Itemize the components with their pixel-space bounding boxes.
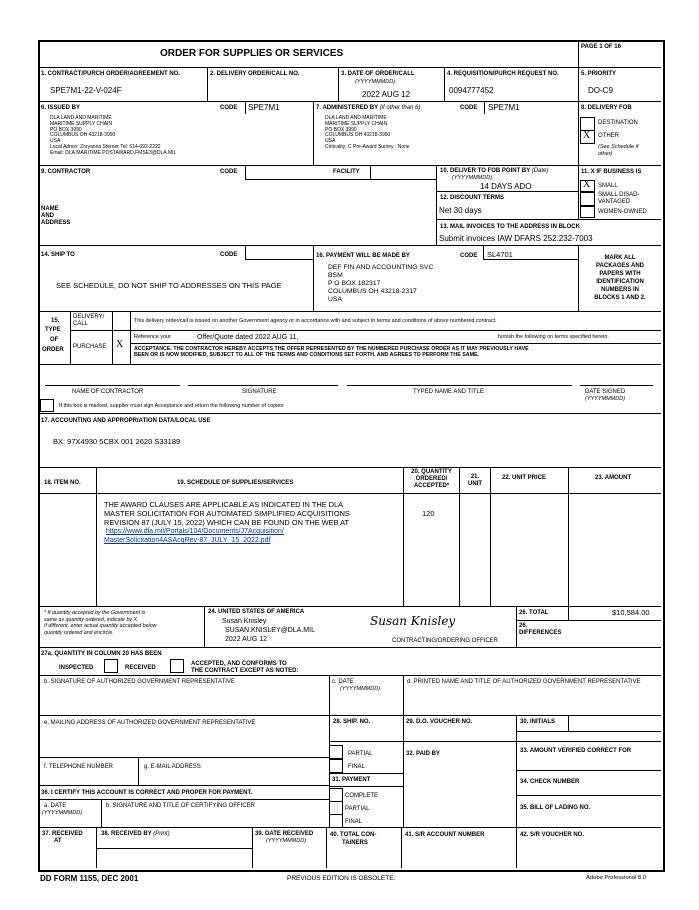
fob-note-2: other) — [598, 151, 613, 157]
usa-email: SUSAN.KNISLEY@DLA.MIL — [225, 627, 315, 634]
gov-rep-name-label: d. PRINTED NAME AND TITLE OF AUTHORIZED GOVERNMENT REPRESENTATIVE — [407, 679, 641, 685]
facility-label: FACILITY — [333, 169, 360, 175]
payment-31-label: 31. PAYMENT — [332, 777, 371, 783]
business-label: 11. X IF BUSINESS IS — [581, 169, 642, 175]
amount-header: 23. AMOUNT — [595, 475, 632, 481]
schedule-text: THE AWARD CLAUSES ARE APPLICABLE AS INDICATED IN THE DLA MASTER SOLICITATION FOR AUTOMATED SIMPLIFIED ACQUISITIONS REVISION 87 (JULY 15, 2022) WHICH CAN BE FOUND ON THE WEB AT https://www.dla.mil/Portals/104/Documents/J7Acquisition/ MasterSolicitation4ASAcqRev-87_JULY_15_2022.pdf — [104, 500, 350, 544]
women-owned-label: WOMEN-OWNED — [598, 209, 647, 215]
contract-no-label: 1. CONTRACT/PURCH ORDER/AGREEMENT NO. — [41, 71, 181, 77]
do-voucher-label: 29. D.O. VOUCHER NO. — [406, 719, 473, 725]
containers-label-2: TAINERS — [342, 840, 368, 846]
delivery-order-label: 2. DELIVERY ORDER/CALL NO. — [210, 71, 300, 77]
form-number: DD FORM 1155, DEC 2001 — [40, 874, 139, 883]
date-signed-format: (YYYYMMMDD) — [585, 396, 626, 402]
women-owned-checkbox[interactable] — [580, 206, 595, 218]
acceptance-text-2: BEEN OR IS NOW MODIFIED, SUBJECT TO ALL OF THE TERMS AND CONDITIONS SET FORTH, AND AGREES TO PERFORM THE SAME. — [134, 352, 479, 358]
partial-label: PARTIAL — [348, 751, 373, 757]
received-by-label: 38. RECEIVED BY (Print) — [101, 831, 170, 837]
bill-of-lading-label: 35. BILL OF LADING NO. — [520, 805, 591, 811]
fob-destination-label: DESTINATION — [598, 120, 638, 126]
sr-voucher-label: 42. S/R VOUCHER NO. — [520, 832, 585, 838]
item-no-header: 18. ITEM NO. — [44, 480, 81, 486]
admin-code-value[interactable]: SPE7M1 — [488, 103, 520, 112]
order-date-label: 3. DATE OF ORDER/CALL — [341, 71, 415, 77]
gov-rep-date-label: c. DATE — [332, 679, 354, 685]
partial-2-checkbox[interactable] — [329, 801, 343, 815]
acceptance-copies-text: If this box is marked, supplier must sign Acceptance and return the following number of copies: — [59, 403, 285, 409]
sr-account-label: 41. S/R ACCOUNT NUMBER — [405, 832, 485, 838]
certify-label: 36. I CERTIFY THIS ACCOUNT IS CORRECT AND PROPER FOR PAYMENT. — [41, 790, 253, 796]
requisition-value[interactable]: 0094777452 — [449, 86, 494, 95]
cert-date-format: (YYYYMMMDD) — [42, 810, 83, 816]
check-number-label: 34. CHECK NUMBER — [520, 779, 580, 785]
of-label: OF — [50, 337, 59, 343]
mail-invoices-label: 13. MAIL INVOICES TO THE ADDRESS IN BLOCK — [440, 224, 580, 230]
payment-code-value[interactable]: SL4701 — [487, 250, 513, 259]
usa-label: 24. UNITED STATES OF AMERICA — [208, 609, 305, 615]
clauses-link-2[interactable]: MasterSolicitation4ASAcqRev-87_JULY_15_2022.pdf — [104, 537, 271, 544]
inspected-label: INSPECTED — [59, 665, 94, 671]
partial-checkbox[interactable] — [329, 745, 343, 759]
fob-other-label: OTHER — [598, 133, 619, 139]
quantity-value[interactable]: 120 — [422, 509, 435, 518]
accounting-label: 17. ACCOUNTING AND APPROPRIATION DATA/LOCAL USE — [41, 418, 211, 424]
administered-label: 7. ADMINISTERED BY (if other than 6) — [316, 105, 421, 111]
received-label: RECEIVED — [125, 665, 156, 671]
mailing-address-label: e. MAILING ADDRESS OF AUTHORIZED GOVERNMENT REPRESENTATIVE — [44, 720, 256, 726]
delivery-call-text: This delivery order/call is issued on another Government agency or in accordance with and subject to terms and conditions of above numbered contract. — [134, 318, 497, 324]
date-received-format: (YYYYMMMDD) — [266, 838, 307, 844]
reference-value[interactable]: Offer/Quote dated 2022 AUG 11, — [197, 334, 299, 341]
reference-label: Reference your — [134, 334, 171, 340]
form-title: ORDER FOR SUPPLIES OR SERVICES — [160, 48, 344, 59]
acceptance-footnote: * If quantity accepted by the Government is same as quantity ordered, indicate by X. If different, enter actual quantity accepted below quantity ordered and encircle. — [44, 610, 157, 636]
ship-to-code-label: CODE — [220, 252, 238, 258]
received-checkbox[interactable] — [170, 659, 184, 673]
accepted-label-2: THE CONTRACT EXCEPT AS NOTED: — [191, 668, 299, 674]
issued-by-label: 6. ISSUED BY — [41, 105, 81, 111]
priority-label: 5. PRIORITY — [581, 71, 617, 77]
amount-verified-label: 33. AMOUNT VERIFIED CORRECT FOR — [520, 748, 632, 754]
differences-label-1: 26. — [519, 623, 528, 629]
supplies-header: 19. SCHEDULE OF SUPPLIES/SERVICES — [177, 480, 294, 486]
unit-header: 21. UNIT — [468, 474, 482, 487]
mark-all-notice: MARK ALL PACKAGES AND PAPERS WITH IDENTIFICATION NUMBERS IN BLOCKS 1 AND 2. — [594, 255, 646, 301]
usa-date: 2022 AUG 12 — [225, 636, 268, 643]
admin-address: DLA LAND AND MARITIME MARITIME SUPPLY CHAIN PO BOX 3990 COLUMBUS OH 43218-3990 USA Criticality: C Pre-Award Survey : None — [325, 115, 410, 150]
complete-label: COMPLETE — [345, 793, 379, 799]
disadvantaged-label-2: VANTAGED — [598, 199, 631, 205]
paid-by-label: 32. PAID BY — [406, 751, 440, 757]
issued-address: DLA LAND AND MARITIME MARITIME SUPPLY CHAIN PO BOX 3990 COLUMBUS OH 43218-3990 USA Local Admin: Zoryanna Sterner Tel: 614-692-2222 Email: DLA.MARITIME.POSTAWARD.FMSE3@DLA.MIL — [50, 115, 177, 156]
received-at-label-2: AT — [54, 838, 62, 844]
partial-2-label: PARTIAL — [345, 806, 370, 812]
type-label: TYPE — [45, 327, 61, 333]
officer-signature: Susan Knisley — [370, 614, 456, 628]
small-label: SMALL — [598, 183, 618, 189]
deliver-to-format: (YYYYMMMDD) — [452, 175, 493, 181]
priority-value[interactable]: DO-C9 — [588, 86, 613, 95]
telephone-label: f. TELEPHONE NUMBER — [44, 764, 113, 770]
adobe-version: Adobe Professional 8.0 — [586, 875, 646, 881]
delivery-call-label-1: DELIVERY/ — [73, 314, 105, 320]
signature-label: SIGNATURE — [242, 389, 277, 395]
page-label: PAGE 1 OF 16 — [581, 44, 621, 50]
name-label: NAME — [41, 206, 59, 212]
delivery-fob-label: 8. DELIVERY FOB — [581, 105, 632, 111]
contract-no-value[interactable]: SPE7M1-22-V-024F — [50, 86, 122, 95]
discount-value[interactable]: Net 30 days — [439, 206, 482, 215]
requisition-label: 4. REQUISITION/PURCH REQUEST NO. — [447, 71, 559, 77]
fob-note-1: (See Schedule if — [598, 144, 639, 150]
mail-invoices-value[interactable]: Submit invoices IAW DFARS 252.232-7003 — [439, 234, 593, 243]
ship-to-label: 14. SHIP TO — [41, 252, 75, 258]
differences-label-2: DIFFERENCES — [519, 630, 562, 636]
issued-code-label: CODE — [220, 105, 238, 111]
disadvantaged-checkbox[interactable] — [580, 192, 595, 206]
cert-signature-label: b. SIGNATURE AND TITLE OF CERTIFYING OFFICER — [106, 803, 256, 809]
final-2-label: FINAL — [345, 819, 363, 825]
name-of-contractor-label: NAME OF CONTRACTOR — [72, 389, 144, 395]
type-num: 15. — [51, 318, 60, 324]
deliver-to-label: 10. DELIVER TO FOB POINT BY (Date) — [440, 168, 549, 174]
payment-code-label: CODE — [460, 253, 478, 259]
issued-code-value[interactable]: SPE7M1 — [248, 103, 280, 112]
date-signed-label: DATE SIGNED — [585, 389, 626, 395]
order-label: ORDER — [42, 347, 64, 353]
and-label: AND — [41, 213, 54, 219]
payment-address: DEF FIN AND ACCOUNTING SVC BSM P O BOX 182317 COLUMBUS OH 43218-2317 USA — [328, 264, 434, 303]
delivery-call-label-2: CALL — [73, 321, 89, 327]
complete-checkbox[interactable] — [329, 788, 343, 802]
final-checkbox[interactable] — [329, 759, 343, 773]
containers-label-1: 40. TOTAL CON- — [330, 832, 377, 838]
initials-label: 30. INITIALS — [520, 719, 556, 725]
gov-rep-date-format: (YYYYMMMDD) — [340, 686, 381, 692]
address-label: ADDRESS — [41, 220, 71, 226]
usa-name: Susan Knisley — [222, 618, 267, 625]
acceptance-text-1: ACCEPTANCE. THE CONTRACTOR HEREBY ACCEPTS THE OFFER REPRESENTED BY THE NUMBERED PURCHASE ORDER AS IT MAY PREVIOUSLY HAVE — [134, 346, 529, 352]
acceptance-copies-checkbox[interactable] — [40, 399, 54, 412]
small-mark: X — [583, 179, 591, 190]
payment-label: 16. PAYMENT WILL BE MADE BY — [316, 253, 410, 259]
accounting-value[interactable]: BX: 97X4930 5CBX 001 2620 S33189 — [53, 437, 181, 446]
accepted-label-1: ACCEPTED, AND CONFORMS TO — [191, 661, 287, 667]
fob-other-mark: X — [583, 130, 591, 141]
fob-destination-checkbox[interactable] — [580, 117, 595, 131]
purchase-mark: X — [116, 339, 124, 350]
ship-no-label: 28. SHIP. NO. — [333, 719, 371, 725]
ship-to-value[interactable]: SEE SCHEDULE, DO NOT SHIP TO ADDRESSES ON THIS PAGE — [56, 281, 282, 290]
furnish-text: furnish the following on terms specified herein. — [498, 334, 609, 340]
total-label: 26. TOTAL — [519, 610, 549, 616]
final-2-checkbox[interactable] — [329, 814, 343, 828]
quantity-header: 20. QUANTITY ORDERED/ ACCEPTED* — [411, 469, 452, 489]
final-label: FINAL — [348, 764, 366, 770]
clauses-link-1[interactable]: https://www.dla.mil/Portals/104/Documents/J7Acquisition/ — [106, 528, 284, 535]
disadvantaged-label-1: SMALL DISAD- — [598, 192, 640, 198]
discount-label: 12. DISCOUNT TERMS — [440, 195, 505, 201]
cert-date-label: a. DATE — [44, 803, 67, 809]
typed-name-label: TYPED NAME AND TITLE — [413, 389, 484, 395]
deliver-to-value[interactable]: 14 DAYS ADO — [480, 182, 532, 191]
received-at-label-1: 37. RECEIVED — [42, 831, 83, 837]
unit-price-header: 22. UNIT PRICE — [502, 475, 547, 481]
officer-title: CONTRACTING/ORDERING OFFICER — [392, 638, 498, 644]
obsolete-notice: PREVIOUS EDITION IS OBSOLETE. — [287, 875, 396, 882]
gov-rep-signature-label: b. SIGNATURE OF AUTHORIZED GOVERNMENT REPRESENTATIVE — [44, 679, 235, 685]
order-date-value[interactable]: 2022 AUG 12 — [362, 90, 411, 99]
admin-code-label: CODE — [460, 105, 478, 111]
contractor-label: 9. CONTRACTOR — [41, 169, 91, 175]
contractor-code-label: CODE — [220, 169, 238, 175]
inspected-checkbox[interactable] — [104, 659, 118, 673]
email-label: g. E-MAIL ADDRESS — [144, 764, 201, 770]
quantity-has-been-label: 27a. QUANTITY IN COLUMN 20 HAS BEEN — [41, 651, 162, 657]
date-received-label: 39. DATE RECEIVED — [255, 831, 314, 837]
purchase-label: PURCHASE — [73, 344, 107, 350]
order-date-format: (YYYYMMMDD) — [355, 79, 396, 85]
total-value[interactable]: $10,584.00 — [612, 608, 650, 617]
